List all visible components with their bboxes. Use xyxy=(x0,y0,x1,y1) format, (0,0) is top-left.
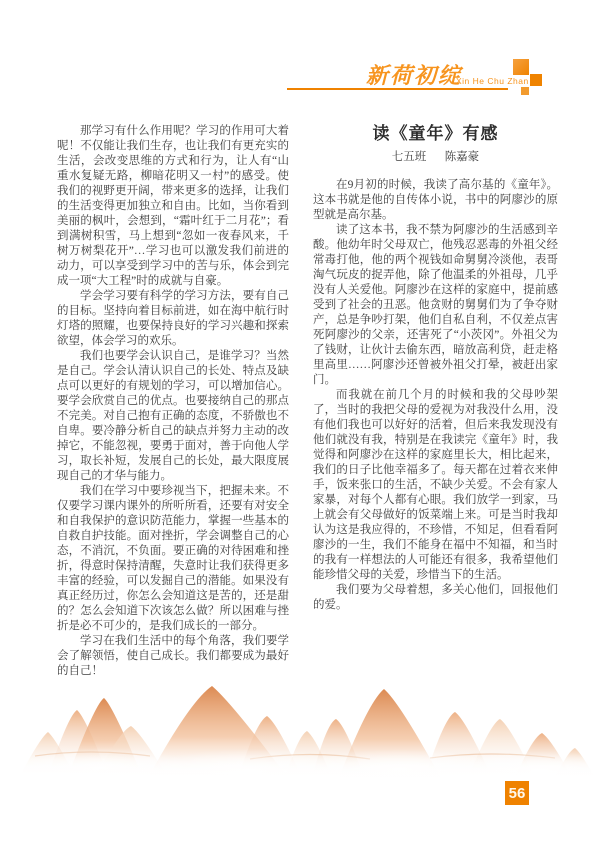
right-article xyxy=(313,124,558,696)
article-columns xyxy=(57,124,558,696)
paragraph: 那学习有什么作用呢？学习的作用可大着呢！不仅能让我们生存，也让我们有更充实的生活，会改变思维的方式和行为，让人有“山重水复疑无路，柳暗花明又一村”的感受。使我们的视野更开阔，带来更多的选择，让我们的生活变得更加独立和自由。比如，当你看到美丽的枫叶，会想到，“霜叶红于二月花”；看到满树积雪，马上想到“忽如一夜春风来，千树万树梨花开”…学习也可以激发我们前进的动力，可以享受到学习中的苦与乐，体会到完成一项“大工程”时的成就与自豪。 xyxy=(57,125,289,287)
article-byline xyxy=(313,150,558,165)
paragraph: 学习在我们生活中的每个角落，我们要学会了解领悟，使自己成长。我们都要成为最好的自己！ xyxy=(57,635,289,677)
paragraph: 在9月初的时候，我读了高尔基的《童年》。这本书就是他的自传体小说，书中的阿廖沙的原型就是高尔基。 xyxy=(313,179,558,221)
magazine-title: 新荷初绽 xyxy=(366,63,463,88)
header-rule xyxy=(287,88,508,90)
left-article xyxy=(57,124,289,696)
paragraph: 我们在学习中要珍视当下，把握未来。不仅要学习课内课外的所听所看，还要有对安全和自我保护的意识防范能力，掌握一些基本的自救自护技能。面对挫折，学会调整自己的心态，不消沉，不负面。要正确的对待困难和挫折，得意时保持清醒，失意时让我们获得更多丰富的经验，可以发掘自己的潜能。如果没有真正经历过，你怎么会知道这是苦的，还是甜的？怎么会知道下次该怎么做？所以困难与挫折是必不可少的，是我们成长的一部分。 xyxy=(57,485,289,632)
paragraph: 我们要为父母着想，多关心他们，回报他们的爱。 xyxy=(313,584,558,611)
paragraph: 而我就在前几个月的时候和我的父母吵架了，当时的我把父母的爱视为对我没什么用，没有他们我也可以好好的活着，但后来我发现没有他们就没有我，特别是在我读完《童年》时，我觉得和阿廖沙在这样的家庭里长大，相比起来，我们的日子比他幸福多了。每天都在过着衣来伸手，饭来张口的生活，不缺少关爱。不会有家人家暴，对每个人都有心眼。我们放学一到家，马上就会有父母做好的饭菜端上来。可是当时我却认为这是我应得的，不珍惜，不知足，但看看阿廖沙的一生，我们不能身在福中不知福，和当时的我有一样想法的人可能还有很多，我希望他们能珍惜父母的关爱，珍惜当下的生活。 xyxy=(313,389,558,581)
paragraph: 学会学习要有科学的学习方法，要有自己的目标。坚持向着目标前进，如在海中航行时灯塔的照耀，也要保持良好的学习兴趣和探索欲望，体会学习的欢乐。 xyxy=(57,290,289,347)
square-large xyxy=(513,59,529,75)
byline-class: 七五班 xyxy=(391,151,427,163)
square-medium xyxy=(530,74,542,86)
page-number-badge: 56 xyxy=(505,781,529,805)
magazine-subtitle: Xin He Chu Zhan xyxy=(456,76,529,86)
byline-author: 陈嘉豪 xyxy=(444,151,480,163)
article-title: 读《童年》有感 xyxy=(372,124,499,143)
paragraph: 读了这本书，我不禁为阿廖沙的生活感到辛酸。他幼年时父母双亡，他残忍恶毒的外祖父经常毒打他，他的两个视钱如命舅舅冷淡他，表哥淘气玩皮的捉弄他，除了他温柔的外祖母，几乎没有人关爱他。阿廖沙在这样的家庭中，提前感受到了社会的丑恶。他贪财的舅舅们为了争夺财产，总是争吵打架，他们自私自利，不仅差点害死阿廖沙的父亲，还害死了“小茨冈”。外祖父为了钱财，让伙计去偷东西，暗放高利贷，赶走格里高里……阿廖沙还曾被外祖父打晕，被赶出家门。 xyxy=(313,224,558,386)
square-small xyxy=(521,87,529,95)
paragraph: 我们也要学会认识自己，是谁学习？当然是自己。学会认清认识自己的长处、特点及缺点可以更好的有规划的学习，可以增加信心。要学会欣赏自己的优点。也要接纳自己的那点不完美。对自己抱有正确的态度，不骄傲也不自卑。要冷静分析自己的缺点并努力主动的改掉它，不能忽视，要勇于面对，善于向他人学习，取长补短，发展自己的长处，最大限度展现自己的才华与能力。 xyxy=(57,350,289,482)
